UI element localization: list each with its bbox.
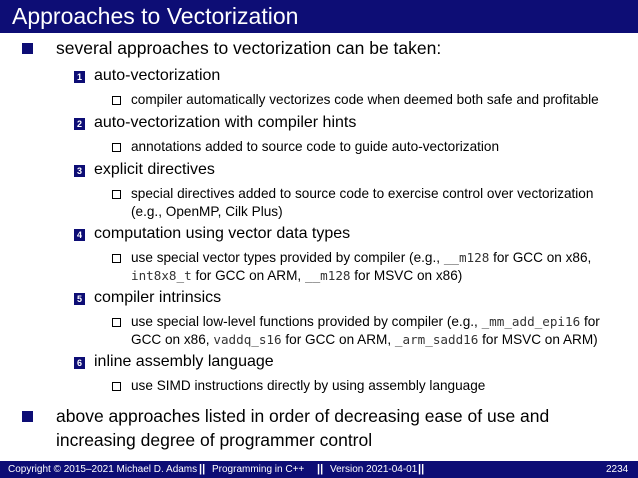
footer-separator: ||	[317, 463, 324, 475]
intro-text: several approaches to vectorization can be taken:	[56, 38, 442, 58]
item-6-detail: use SIMD instructions directly by using assembly language	[131, 378, 486, 393]
item-5-detail-line2: GCC on x86, vaddq_s16 for GCC on ARM, _arm_sadd16 for MSVC on ARM)	[131, 332, 598, 347]
footer-separator: ||	[418, 463, 425, 475]
item-5-detail-line1: use special low-level functions provided by compiler (e.g., _mm_add_epi16 for	[131, 314, 600, 329]
item-6-label: inline assembly language	[94, 353, 274, 370]
title-bar	[0, 0, 638, 33]
conclusion-line2: increasing degree of programmer control	[56, 430, 373, 450]
footer-separator: ||	[199, 463, 206, 475]
slide-content	[0, 33, 638, 461]
conclusion-line1: above approaches listed in order of decreasing ease of use and	[56, 406, 550, 426]
box-bullet-icon	[112, 382, 121, 391]
footer-course: Programming in C++	[212, 464, 305, 475]
item-3-detail-line1: special directives added to source code to exercise control over vectorization	[131, 186, 594, 201]
footer-copyright: Copyright © 2015–2021 Michael D. Adams	[8, 464, 198, 475]
footer-page-number: 2234	[606, 464, 629, 475]
item-3-label: explicit directives	[94, 161, 215, 178]
item-number-5: 5	[74, 293, 85, 305]
item-number-1: 1	[74, 71, 85, 83]
box-bullet-icon	[112, 143, 121, 152]
item-4-label: computation using vector data types	[94, 225, 351, 242]
box-bullet-icon	[112, 318, 121, 327]
item-2-detail: annotations added to source code to guide auto-vectorization	[131, 139, 500, 154]
square-bullet-icon	[22, 411, 33, 422]
item-1-detail: compiler automatically vectorizes code when deemed both safe and profitable	[131, 92, 599, 107]
item-4-detail-line2: int8x8_t for GCC on ARM, __m128 for MSVC on x86)	[131, 268, 463, 283]
box-bullet-icon	[112, 190, 121, 199]
item-number-2: 2	[74, 118, 85, 130]
item-1-label: auto-vectorization	[94, 67, 221, 84]
box-bullet-icon	[112, 96, 121, 105]
footer-version: Version 2021-04-01	[330, 464, 418, 475]
item-5-label: compiler intrinsics	[94, 289, 222, 306]
box-bullet-icon	[112, 254, 121, 263]
item-2-label: auto-vectorization with compiler hints	[94, 114, 357, 131]
item-number-3: 3	[74, 165, 85, 177]
footer-bar	[0, 461, 638, 478]
square-bullet-icon	[22, 43, 33, 54]
slide-title: Approaches to Vectorization	[12, 3, 299, 29]
item-4-detail-line1: use special vector types provided by compiler (e.g., __m128 for GCC on x86,	[131, 250, 592, 265]
item-3-detail-line2: (e.g., OpenMP, Cilk Plus)	[131, 204, 283, 219]
item-number-6: 6	[74, 357, 85, 369]
item-number-4: 4	[74, 229, 85, 241]
